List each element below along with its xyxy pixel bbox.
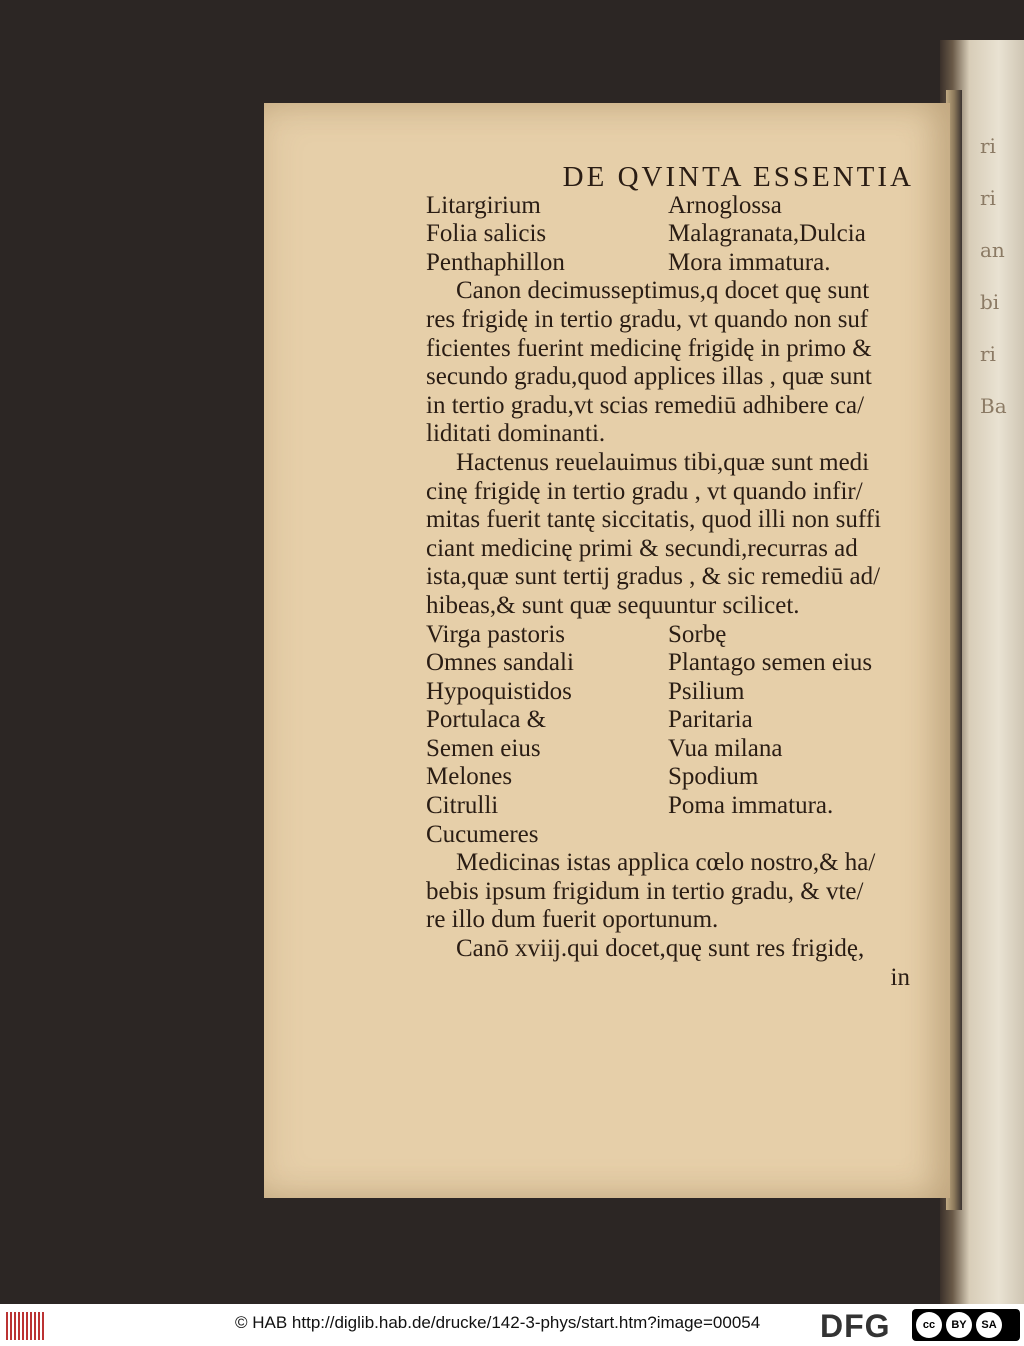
text-line: in tertio gradu,vt scias remediū adhibere ca/ xyxy=(426,391,865,419)
list-item: Arnoglossa xyxy=(668,191,782,219)
list-item: Semen eius xyxy=(426,734,541,762)
list-item xyxy=(668,821,916,850)
text-line: res frigidę in tertio gradu, vt quando non suf xyxy=(426,305,869,333)
list-row xyxy=(426,621,916,650)
list-item: Folia salicis xyxy=(426,220,547,248)
text-line: ciant medicinę primi & secundi,recurras ad xyxy=(426,534,858,562)
list-row xyxy=(426,706,916,735)
list-row xyxy=(426,678,916,707)
herb-list-1 xyxy=(426,192,916,278)
list-item: Paritaria xyxy=(668,706,753,734)
text-line: hibeas,& sunt quæ sequuntur scilicet. xyxy=(426,591,800,619)
paragraph-canon-18: Canō xviij.qui docet,quę sunt res frigidę, xyxy=(456,935,865,963)
paragraph-canon-17 xyxy=(426,277,916,449)
text-line: cinę frigidę in tertio gradu , vt quando infir/ xyxy=(426,477,863,505)
next-page-bleed-text xyxy=(980,120,1024,432)
list-item: Sorbę xyxy=(668,620,727,648)
bleed-line: ri xyxy=(980,186,996,210)
text-line: secundo gradu,quod applices illas , quæ sunt xyxy=(426,363,872,391)
sa-icon: SA xyxy=(976,1312,1002,1338)
by-icon: BY xyxy=(946,1312,972,1338)
copyright-link[interactable]: © HAB http://diglib.hab.de/drucke/142-3-phys/start.htm?image=00054 xyxy=(235,1313,761,1332)
list-row xyxy=(426,792,916,821)
list-item: Virga pastoris xyxy=(426,620,565,648)
text-line: ista,quæ sunt tertij gradus , & sic remediū ad/ xyxy=(426,563,881,591)
text-line: ficientes fuerint medicinę frigidę in primo & xyxy=(426,334,872,362)
text-line: re illo dum fuerit oportunum. xyxy=(426,906,719,934)
list-item: Penthaphillon xyxy=(426,248,565,276)
dfg-logo: DFG xyxy=(820,1308,891,1344)
text-line: mitas fuerit tantę siccitatis, quod illi non suffi xyxy=(426,506,882,534)
bleed-line: bi xyxy=(980,290,1000,314)
list-item: Vua milana xyxy=(668,734,783,762)
text-line: Canon decimusseptimus,q docet quę sunt xyxy=(456,277,870,305)
bleed-line: ri xyxy=(980,134,996,158)
bleed-line: Ba xyxy=(980,394,1007,418)
list-item: Malagranata,Dulcia xyxy=(668,220,866,248)
cc-icon: cc xyxy=(916,1312,942,1338)
list-item: Melones xyxy=(426,763,513,791)
bleed-line: an xyxy=(980,238,1005,262)
list-item: Cucumeres xyxy=(426,820,539,848)
list-item: Litargirium xyxy=(426,191,541,219)
bleed-line: ri xyxy=(980,342,996,366)
herb-list-2 xyxy=(426,621,916,850)
list-row xyxy=(426,192,916,221)
list-item: Hypoquistidos xyxy=(426,677,572,705)
list-item: Omnes sandali xyxy=(426,649,574,677)
list-item: Spodium xyxy=(668,763,759,791)
list-item: Plantago semen eius xyxy=(668,649,873,677)
text-line: liditati dominanti. xyxy=(426,420,606,448)
list-item: Mora immatura. xyxy=(668,248,831,276)
page-text xyxy=(426,163,916,992)
list-row xyxy=(426,220,916,249)
running-head: DE QVINTA ESSENTIA xyxy=(562,161,914,193)
text-line: bebis ipsum frigidum in tertio gradu, & vte/ xyxy=(426,877,864,905)
list-item: Portulaca & xyxy=(426,706,547,734)
book-page xyxy=(264,103,950,1198)
list-row xyxy=(426,649,916,678)
list-item: Poma immatura. xyxy=(668,792,834,820)
catchword: in xyxy=(890,963,910,991)
list-item: Citrulli xyxy=(426,792,499,820)
text-line: Hactenus reuelauimus tibi,quæ sunt medi xyxy=(456,448,870,476)
text-line: Medicinas istas applica cœlo nostro,& ha/ xyxy=(456,849,876,877)
list-row xyxy=(426,763,916,792)
paragraph-medicinas xyxy=(426,849,916,935)
list-row xyxy=(426,249,916,278)
paragraph-hactenus xyxy=(426,449,916,621)
barcode-icon xyxy=(6,1312,48,1340)
cc-license-badge[interactable] xyxy=(912,1309,1020,1341)
list-row xyxy=(426,821,916,850)
list-row xyxy=(426,735,916,764)
viewer-footer xyxy=(0,1304,1024,1346)
list-item: Psilium xyxy=(668,677,745,705)
